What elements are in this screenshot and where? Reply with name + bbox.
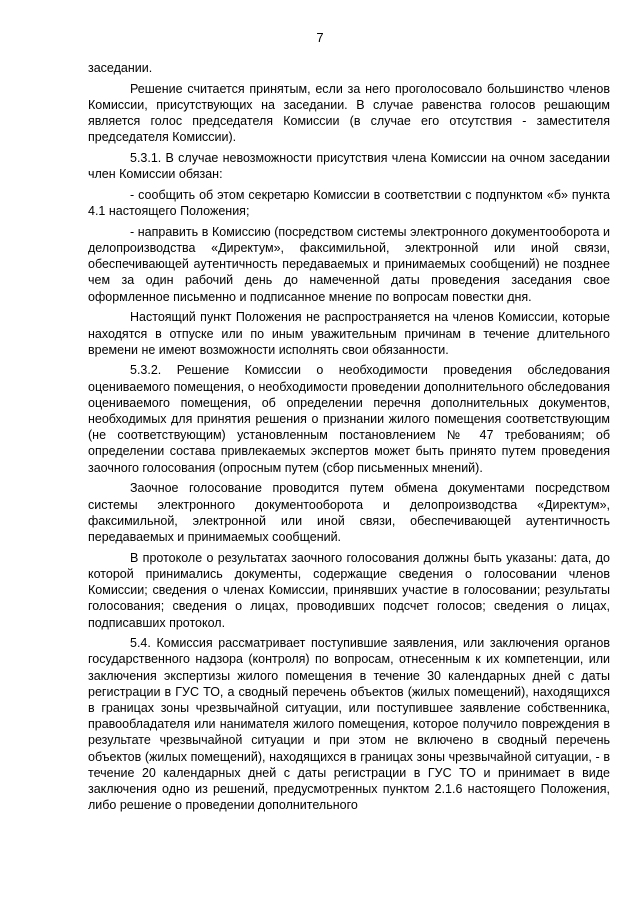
paragraph-exception: Настоящий пункт Положения не распространяется на членов Комиссии, которые находятся в отпуске или по иным уважительным причинам в течение длительного времени не имеют возможности исполнять свои обязанности. bbox=[88, 310, 610, 357]
paragraph-notify-secretary: - сообщить об этом секретарю Комиссии в соответствии с подпунктом «б» пункта 4.1 настоящего Положения; bbox=[88, 187, 610, 219]
page-number: 7 bbox=[316, 30, 324, 45]
paragraph-5-3-2: 5.3.2. Решение Комиссии о необходимости проведения обследования оцениваемого помещения, о необходимости проведении дополнительного обследования оцениваемого помещения, об определении перечня дополнительных документов, необходимых для принятия решения о признании жилого помещения соответствующим (не соответствующим) установленным постановлением № 47 требованиям; об определении состава привлекаемых экспертов может быть принято путем проведения заочного голосования (опросным путем (сбор письменных мнений). bbox=[88, 363, 610, 475]
paragraph-absentee-voting: Заочное голосование проводится путем обмена документами посредством системы электронного документооборота и делопроизводства «Директум», факсимильной, электронной или иной связи, обеспечивающей аутентичность передаваемых и принимаемых сообщений. bbox=[88, 481, 610, 544]
paragraph-5-4: 5.4. Комиссия рассматривает поступившие заявления, или заключения органов государственного надзора (контроля) по вопросам, отнесенным к их компетенции, или заключения экспертизы жилого помещения в течение 30 календарных дней с даты регистрации в ГУС ТО, а сводный перечень объектов (жилых помещений), находящихся в границах зоны чрезвычайной ситуации, или поступившее заявление собственника, правообладателя или нанимателя жилого помещения, которое получило повреждения в результате чрезвычайной ситуации и при этом не включено в сводный перечень объектов (жилых помещений), находящихся в границах зоны чрезвычайной ситуации, - в течение 20 календарных дней с даты регистрации в ГУС ТО и принимает в виде заключения одно из решений, предусмотренных пунктом 2.1.6 настоящего Положения, либо решение о проведении дополнительного bbox=[88, 636, 610, 813]
paragraph-send-opinion: - направить в Комиссию (посредством системы электронного документооборота и делопроизводства «Директум», факсимильной, электронной или иной связи, обеспечивающей аутентичность передаваемых и принимаемых сообщений) не позднее чем за один рабочий день до намеченной даты проведения заседания свое оформленное письменно и подписанное мнение по вопросам повестки дня. bbox=[88, 224, 610, 304]
document-body bbox=[88, 60, 610, 818]
paragraph-decision-rule: Решение считается принятым, если за него проголосовало большинство членов Комиссии, присутствующих на заседании. В случае равенства голосов решающим является голос председателя Комиссии (в случае его отсутствия - заместителя председателя Комиссии). bbox=[88, 81, 610, 145]
paragraph-5-3-1: 5.3.1. В случае невозможности присутствия члена Комиссии на очном заседании член Комиссии обязан: bbox=[88, 151, 610, 182]
paragraph-continuation: заседании. bbox=[88, 61, 153, 75]
paragraph-voting-protocol: В протоколе о результатах заочного голосования должны быть указаны: дата, до которой принимались документы, содержащие сведения о голосовании членов Комиссии; сведения о членах Комиссии, принявших участие в голосовании; результаты голосования; сведения о лицах, проводивших подсчет голосов; сведения о лицах, подписавших протокол. bbox=[88, 550, 610, 630]
